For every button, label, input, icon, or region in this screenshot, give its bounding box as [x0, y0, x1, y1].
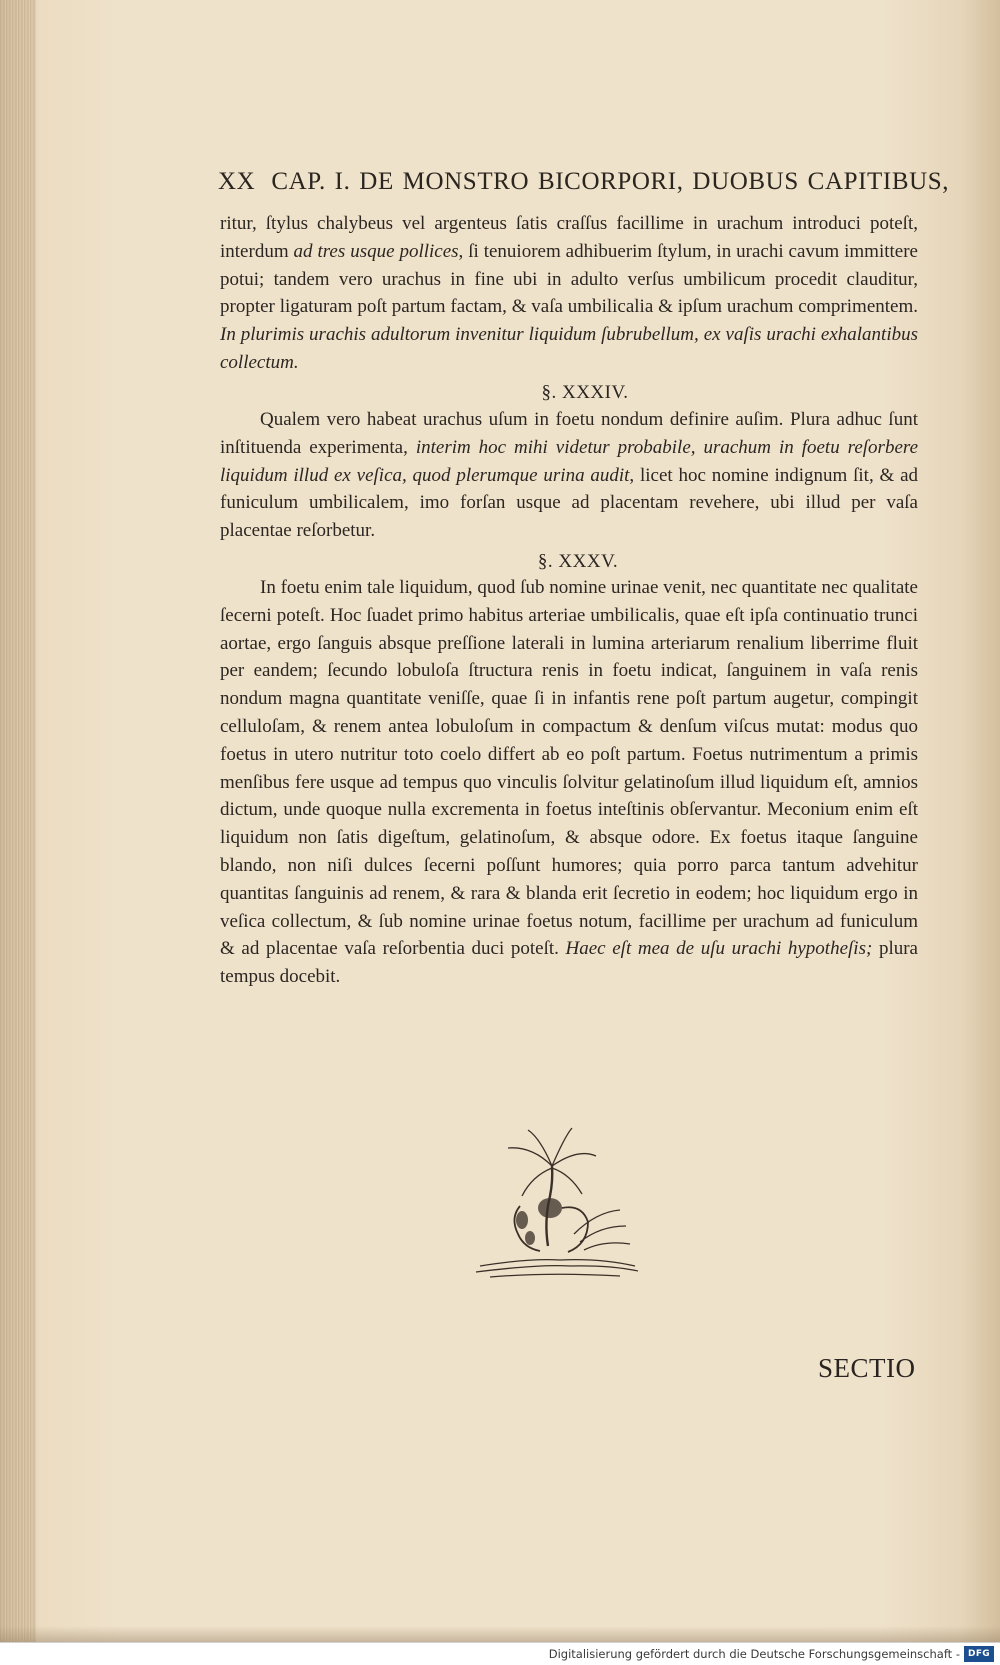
digitization-footer — [0, 1642, 1000, 1665]
text-run: Qualem vero habeat urachus uſum in foetu nondum definire auſim. Plura adhuc ſunt inſtituenda experimenta, — [220, 409, 918, 458]
italic-run: interim hoc mihi videtur probabile, urachum in foetu reſorbere liquidum illud ex veſica, quod plerumque urina audit — [220, 436, 919, 486]
dfg-logo[interactable]: DFG — [964, 1646, 994, 1662]
italic-run: ad tres usque pollices — [293, 240, 459, 262]
italic-run: Haec eſt mea de uſu urachi hypotheſis; — [565, 938, 873, 960]
paragraph-text — [220, 210, 918, 377]
palm-tree-vignette — [470, 1126, 640, 1280]
page-edge-shadow — [0, 0, 36, 1665]
text-run: In foetu enim tale liquidum, quod ſub nomine urinae venit, nec quantitate nec qualitate ſecerni poteſt. Hoc ſuadet primo habitus arteriae umbilicalis, quae eſt ipſa continuatio trunci aortae, ergo ſanguis absque preſſione laterali in lumina arteriarum renalium liberrime fluit per eandem; ſecundo lobuloſa ſtructura renis in foetu indicat, ſanguinem in vaſa renis nondum magna quantitate veniſſe, quae ſi in infantis rene poſt partum augetur, compingit celluloſam, & renem antea lobuloſum in compactum & denſum viſcus mutat: modus quo foetus in utero nutritur toto coelo differt ab eo poſt partum. Foetus nutrimentum a primis menſibus fere usque ad tempus quo vinculis ſolvitur gelatinoſum illud liquidum eſt, amnios dictum, unde quoque nulla excrementa in foetus inteſtinis obſervantur. Meconium enim eſt liquidum non ſatis digeſtum, gelatinoſum, & absque odore. Ex foetus itaque ſanguine blando, non niſi dulces ſecerni poſſunt humores; quia porro parca tantum advehitur quantitas ſanguinis ad renem, & rara & blanda erit ſecretio in eodem; hoc liquidum ergo in veſica collectum, & ſub nomine urinae foetus notum, facillime per urachum ad funiculum & ad placentae vaſa reſorbentia duci poteſt. — [220, 577, 918, 960]
text-run: , ſi tenuiorem adhibuerim ſtylum, in urachi cavum immittere potui; tandem vero urachus in fine ubi in adulto verſus umbilicum procedit clauditur, propter ligaturam poſt partum factam, & vaſa umbilicalia & ipſum urachum comprimentem. — [220, 240, 918, 318]
text-run: ritur, ſtylus chalybeus vel argenteus ſatis craſſus facillime in urachum introduci poteſt, interdum — [220, 213, 918, 262]
text-run: plura tempus docebit. — [220, 938, 918, 988]
text-run: , licet hoc nomine indignum ſit, & ad funiculum umbilicalem, imo forſan usque ad placentam revehere, ubi illud per vaſa placentae reſorbetur. — [220, 464, 918, 542]
page-number: XX — [218, 168, 256, 195]
section-heading-35: §. XXXV. — [537, 551, 619, 572]
paragraph-text — [220, 406, 918, 545]
paragraph-continuation — [220, 210, 918, 377]
catchword: SECTIO — [818, 1353, 916, 1383]
section-heading-34: §. XXXIV. — [541, 382, 629, 403]
paragraph-text — [220, 574, 918, 991]
paragraph-section-34 — [220, 406, 918, 545]
italic-run: In plurimis urachis adultorum invenitur liquidum ſubrubellum, ex vaſis urachi exhalantibus collectum. — [220, 324, 918, 373]
footer-text: Digitalisierung gefördert durch die Deutsche Forschungsgemeinschaft - — [548, 1647, 960, 1661]
running-header — [218, 168, 950, 196]
paragraph-section-35 — [220, 574, 918, 991]
page-bottom-shadow — [0, 1626, 1000, 1642]
running-title: CAP. I. DE MONSTRO BICORPORI, DUOBUS CAPITIBUS, — [271, 168, 950, 195]
